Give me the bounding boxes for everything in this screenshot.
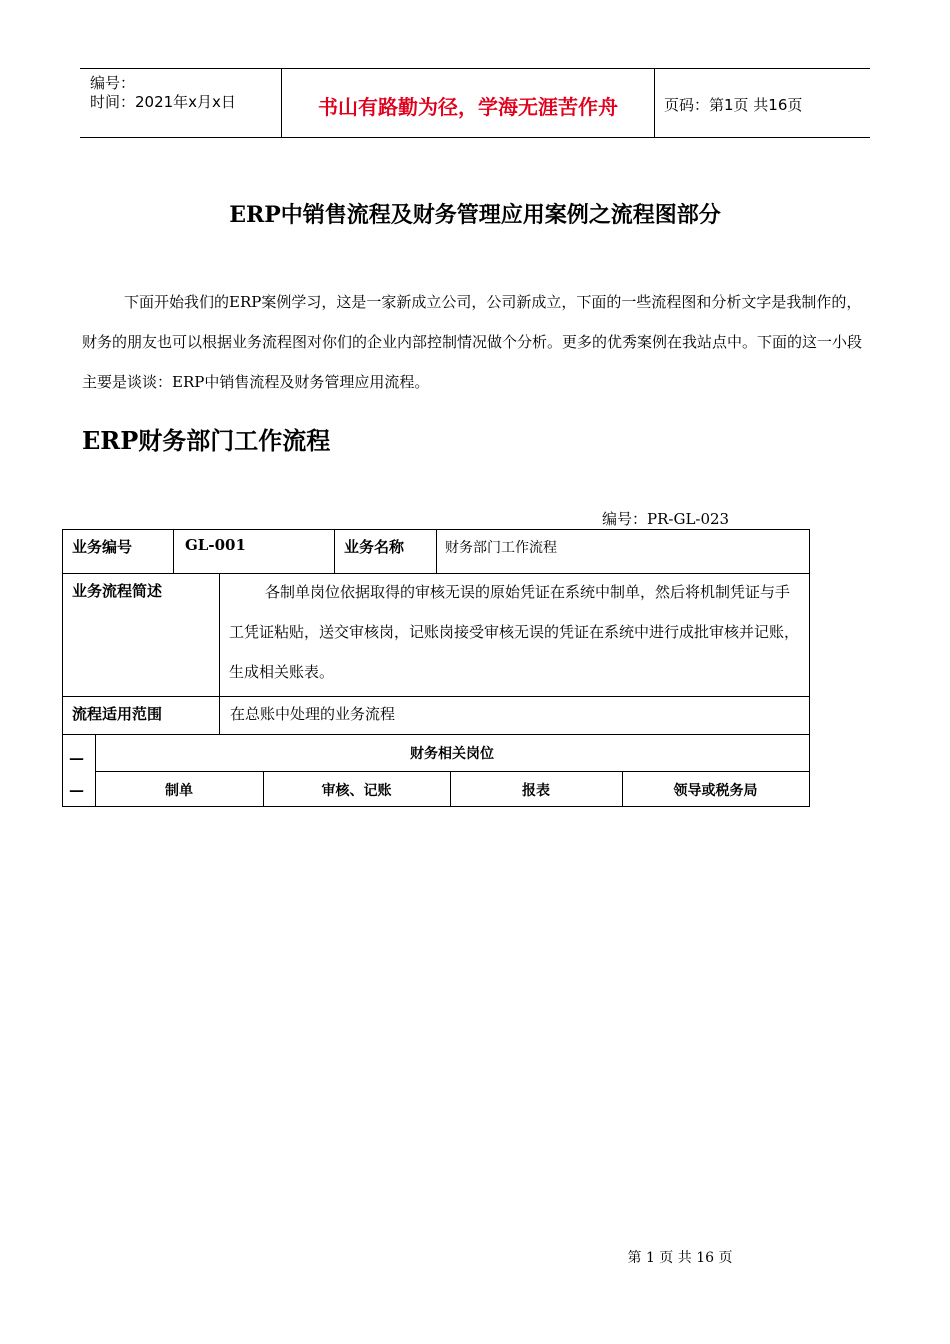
post-report: 报表 xyxy=(522,783,550,799)
process-form-table xyxy=(62,529,810,807)
document-header xyxy=(80,68,870,138)
post-review-post: 审核、记账 xyxy=(321,783,392,799)
document-title: ERP中销售流程及财务管理应用案例之流程图部分 xyxy=(229,202,721,228)
desc-text: 各制单岗位依据取得的审核无误的原始凭证在系统中制单，然后将机制凭证与手工凭证粘贴，送交审核岗，记账岗接受审核无误的凭证在系统中进行成批审核并记账，生成相关账表。 xyxy=(229,583,800,681)
post-leader-tax: 领导或税务局 xyxy=(673,783,758,799)
page-info: 页码：第1页 共16页 xyxy=(664,96,803,114)
intro-text: 下面开始我们的ERP案例学习，这是一家新成立公司，公司新成立，下面的一些流程图和分析文字是我制作的，财务的朋友也可以根据业务流程图对你们的企业内部控制情况做个分析。更多的优秀案例在我站点中。下面的这一小段主要是谈谈：ERP中销售流程及财务管理应用流程。 xyxy=(82,293,863,391)
scope-label: 流程适用范围 xyxy=(72,705,163,723)
document-code: 编号：PR-GL-023 xyxy=(602,510,730,528)
side-mark-1: — xyxy=(69,749,84,767)
time-label: 时间：2021年x月x日 xyxy=(90,93,236,111)
biz-name-value: 财务部门工作流程 xyxy=(445,540,557,556)
section-heading: ERP财务部门工作流程 xyxy=(82,426,331,455)
related-posts-title: 财务相关岗位 xyxy=(410,746,494,762)
biz-no-label: 业务编号 xyxy=(72,538,133,556)
desc-label: 业务流程简述 xyxy=(72,582,163,600)
header-motto-cell xyxy=(281,69,655,137)
biz-no-value: GL-001 xyxy=(185,536,246,554)
biz-name-label: 业务名称 xyxy=(344,538,405,556)
side-mark-2: — xyxy=(69,781,84,799)
header-meta-cell xyxy=(80,69,280,137)
dashed-divider xyxy=(62,806,94,807)
page-footer: 第 1 页 共 16 页 xyxy=(627,1250,733,1266)
scope-value: 在总账中处理的业务流程 xyxy=(230,705,396,723)
post-prepare: 制单 xyxy=(165,783,193,799)
intro-paragraph xyxy=(82,282,870,402)
motto-text: 书山有路勤为径，学海无涯苦作舟 xyxy=(318,95,618,119)
desc-cell xyxy=(229,572,801,692)
number-label: 编号： xyxy=(90,74,136,92)
header-page-cell xyxy=(655,69,870,137)
